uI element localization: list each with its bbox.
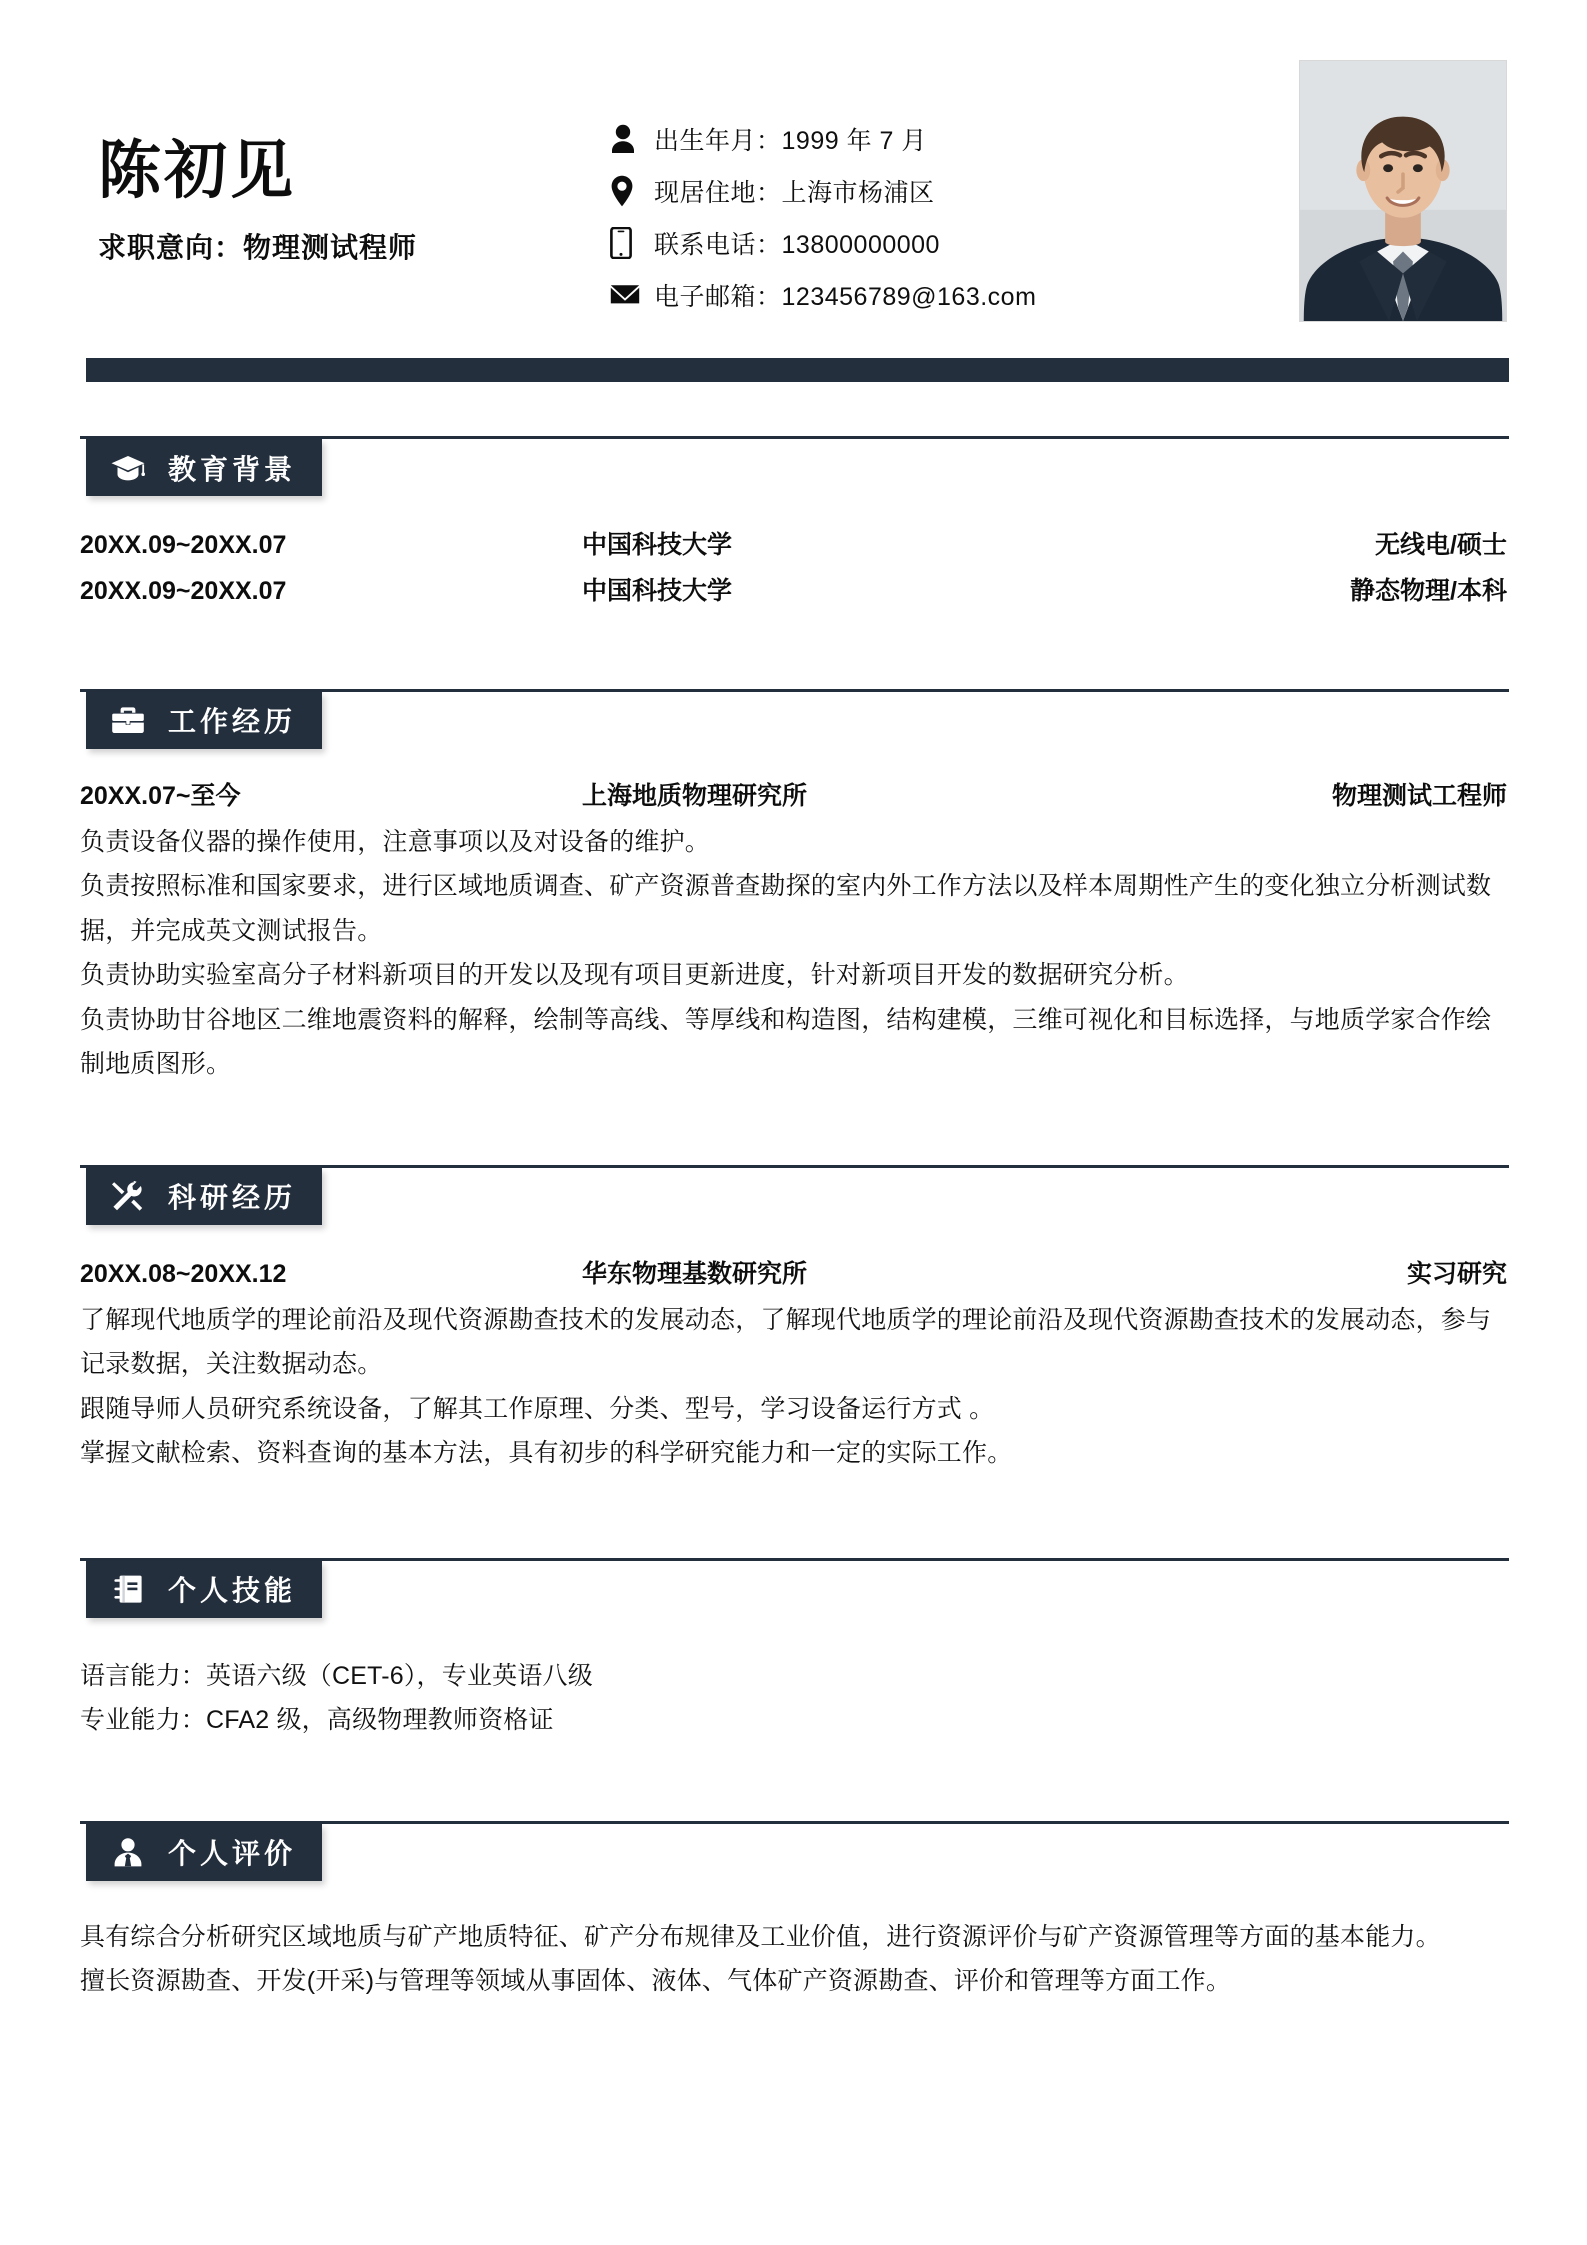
research-line: 跟随导师人员研究系统设备，了解其工作原理、分类、型号，学习设备运行方式 。: [80, 1394, 995, 1423]
research-org: 华东物理基数研究所: [582, 1259, 808, 1288]
contact-item-phone: [610, 219, 1289, 267]
evaluation-line: 具有综合分析研究区域地质与矿产地质特征、矿产分布规律及工业价值，进行资源评价与矿产资源管理等方面的基本能力。: [80, 1922, 1441, 1951]
research-period: 20XX.08~20XX.12: [80, 1259, 287, 1288]
section-title-skills: 个人技能: [168, 1575, 297, 1606]
work-line: 负责设备仪器的操作使用，注意事项以及对设备的维护。: [80, 827, 711, 856]
phone-icon: [610, 227, 654, 259]
education-period: 20XX.09~20XX.07: [80, 531, 287, 559]
location-icon: [610, 175, 654, 207]
section-header-research: [80, 1165, 1507, 1227]
section-header-evaluation: [80, 1821, 1507, 1883]
work-period: 20XX.07~至今: [80, 781, 241, 810]
work-org: 上海地质物理研究所: [582, 781, 808, 810]
contact-list: [600, 60, 1289, 323]
person-icon: [610, 124, 654, 154]
person-name: 陈初见: [98, 136, 296, 206]
section-header-work: [80, 689, 1507, 751]
work-line: 负责协助甘谷地区二维地震资料的解释，绘制等高线、等厚线和构造图，结构建模，三维可视化和目标选择，与地质学家合作绘制地质图形。: [80, 1005, 1492, 1078]
graduation-cap-icon: [108, 455, 148, 481]
section-education: [0, 436, 1587, 615]
section-tag-evaluation: [86, 1824, 322, 1881]
evaluation-description: [80, 1915, 1507, 2004]
section-tag-work: [86, 692, 322, 749]
education-org: 中国科技大学: [582, 577, 733, 606]
job-target: 求职意向：物理测试程师: [98, 232, 418, 264]
contact-email-label: 电子邮箱：: [654, 283, 782, 311]
education-role: 无线电/硕士: [1375, 531, 1507, 559]
research-line: 掌握文献检索、资料查询的基本方法，具有初步的科学研究能力和一定的实际工作。: [80, 1439, 1013, 1467]
education-row: [80, 568, 1507, 614]
contact-phone-value: 13800000000: [781, 231, 940, 259]
work-role: 物理测试工程师: [1331, 781, 1507, 810]
contact-location-text: [654, 173, 935, 209]
contact-email-value: 123456789@163.com: [781, 283, 1037, 311]
section-tag-research: [86, 1168, 322, 1225]
education-entries: [80, 522, 1507, 615]
identity-block: [80, 60, 600, 266]
research-description: [80, 1298, 1507, 1476]
contact-location-value: 上海市杨浦区: [781, 179, 935, 207]
user-tie-icon: [108, 1837, 148, 1867]
section-evaluation: [0, 1821, 1587, 2004]
education-org: 中国科技大学: [582, 531, 733, 559]
tools-icon: [108, 1181, 148, 1211]
skill-line: 语言能力：英语六级（CET-6），专业英语八级: [80, 1661, 593, 1690]
research-entries: [80, 1253, 1507, 1476]
research-row: [80, 1253, 1507, 1296]
evaluation-line: 擅长资源勘查、开发(开采)与管理等领域从事固体、液体、气体矿产资源勘查、评价和管理等方面工作。: [80, 1967, 1232, 1995]
skills-description: [80, 1654, 1507, 1743]
contact-email-text: [654, 277, 1036, 313]
section-title-evaluation: 个人评价: [168, 1838, 297, 1869]
work-line: 负责按照标准和国家要求，进行区域地质调查、矿产资源普查勘探的室内外工作方法以及样本周期性产生的变化独立分析测试数据，并完成英文测试报告。: [80, 872, 1492, 945]
profile-photo: [1299, 60, 1507, 322]
header-accent-bar: [86, 358, 1509, 382]
section-research: [0, 1165, 1587, 1476]
section-title-research: 科研经历: [168, 1182, 297, 1213]
contact-birth-value: 1999 年 7 月: [781, 127, 927, 155]
notebook-icon: [108, 1574, 148, 1604]
research-line: 了解现代地质学的理论前沿及现代资源勘查技术的发展动态，了解现代地质学的理论前沿及现代资源勘查技术的发展动态，参与记录数据，关注数据动态。: [80, 1305, 1492, 1378]
contact-item-email: [610, 271, 1289, 319]
education-period: 20XX.09~20XX.07: [80, 577, 287, 606]
contact-item-location: [610, 167, 1289, 215]
work-description: [80, 820, 1507, 1087]
work-line: 负责协助实验室高分子材料新项目的开发以及现有项目更新进度，针对新项目开发的数据研究分析。: [80, 961, 1189, 989]
work-entries: [80, 775, 1507, 1087]
section-tag-education: [86, 439, 322, 496]
research-role: 实习研究: [1406, 1259, 1507, 1288]
contact-phone-text: [654, 225, 940, 261]
section-header-education: [80, 436, 1507, 498]
section-tag-skills: [86, 1561, 322, 1618]
skill-line: 专业能力：CFA2 级，高级物理教师资格证: [80, 1706, 554, 1734]
section-title-education: 教育背景: [168, 453, 297, 485]
contact-phone-label: 联系电话：: [654, 231, 782, 259]
contact-item-birth: [610, 115, 1289, 163]
work-row: [80, 775, 1507, 818]
briefcase-icon: [108, 706, 148, 734]
resume-header: [0, 0, 1587, 350]
section-skills: [0, 1558, 1587, 1743]
contact-location-label: 现居住地：: [654, 179, 782, 207]
contact-birth-label: 出生年月：: [654, 127, 782, 155]
email-icon: [610, 284, 654, 306]
section-title-work: 工作经历: [168, 706, 297, 737]
education-role: 静态物理/本科: [1350, 577, 1507, 606]
section-work: [0, 689, 1587, 1087]
contact-birth-text: [654, 121, 927, 157]
education-row: [80, 522, 1507, 568]
section-header-skills: [80, 1558, 1507, 1620]
